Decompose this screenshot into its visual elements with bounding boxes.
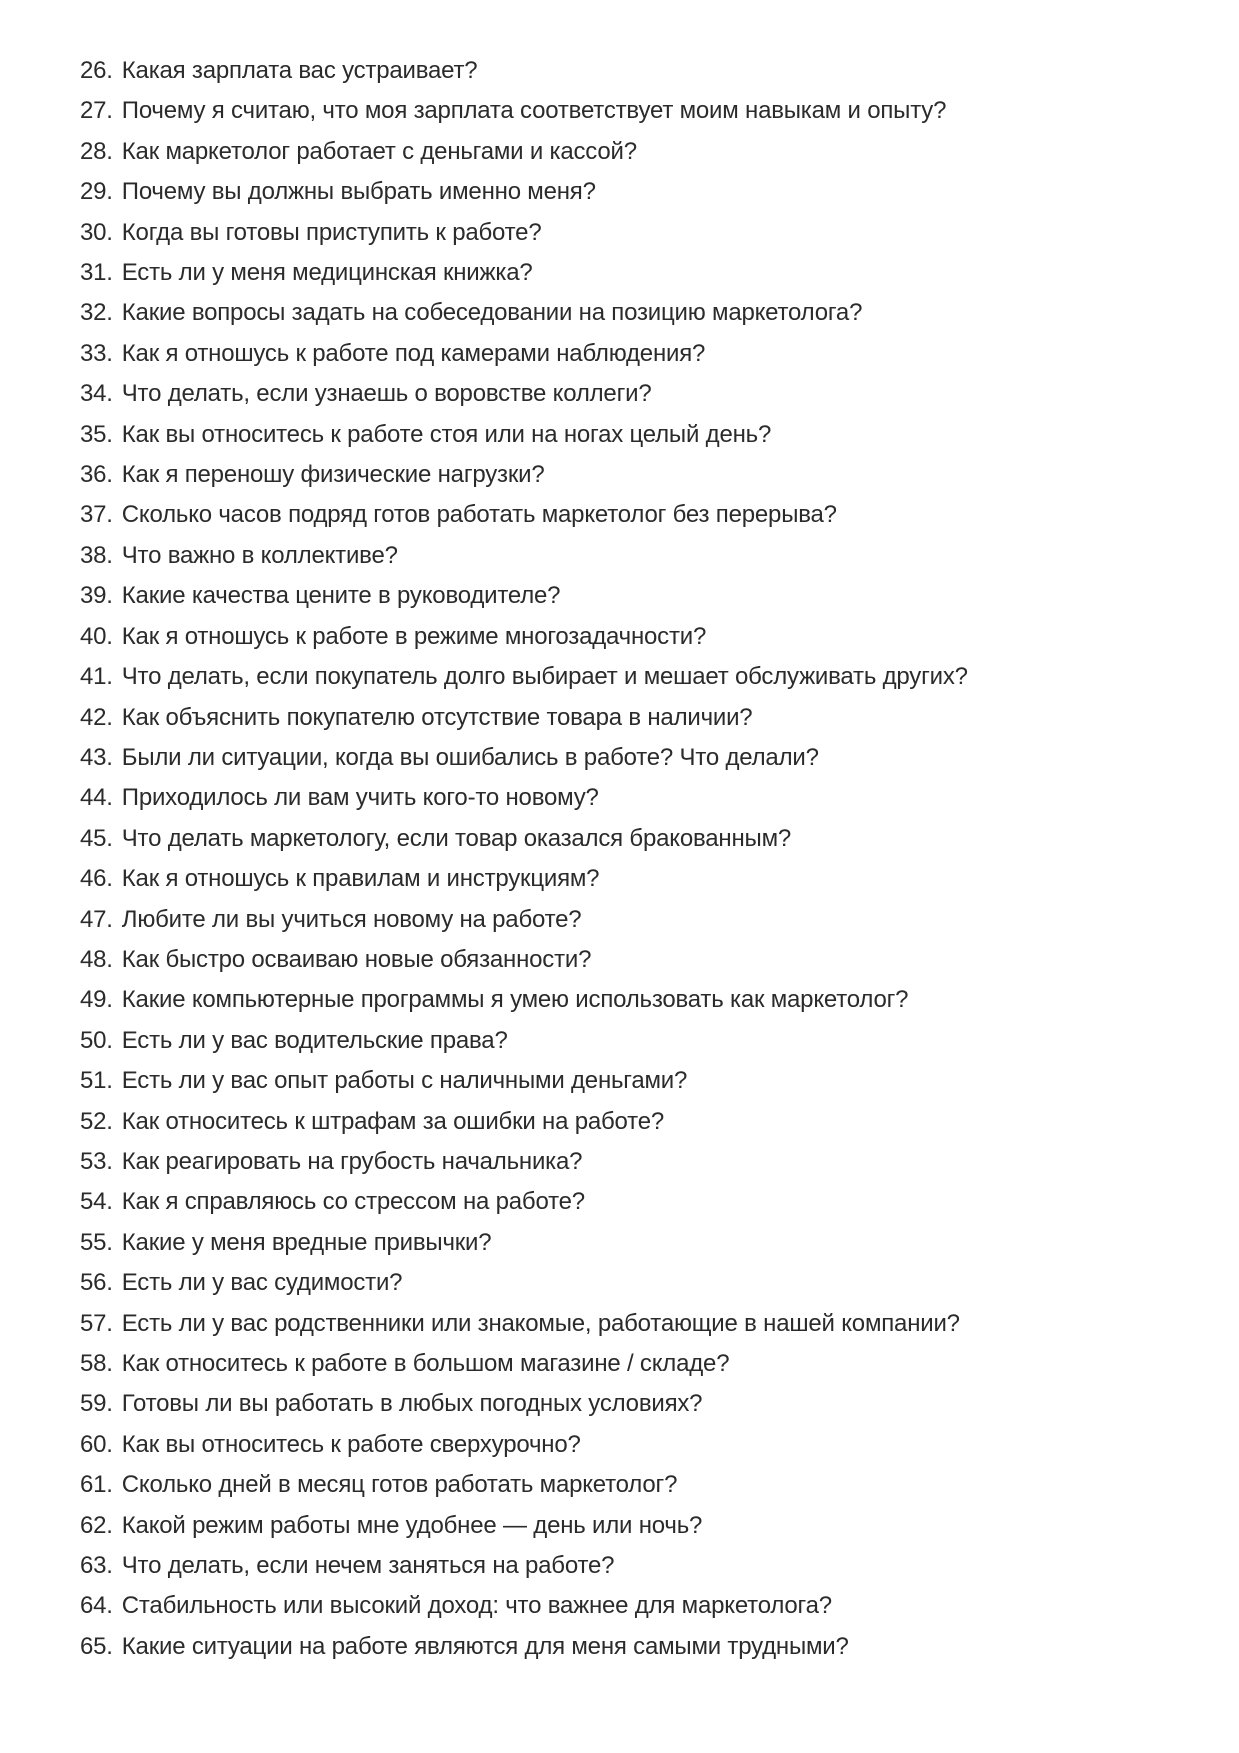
question-number: 37. — [80, 501, 113, 529]
question-number: 41. — [80, 663, 113, 691]
question-text: Что делать, если покупатель долго выбирает и мешает обслуживать других? — [121, 663, 968, 691]
question-text: Какие у меня вредные привычки? — [121, 1228, 492, 1256]
question-number: 32. — [80, 299, 113, 327]
question-text: Как вы относитесь к работе сверхурочно? — [121, 1430, 581, 1458]
list-item — [80, 293, 1199, 333]
question-text: Сколько дней в месяц готов работать маркетолог? — [121, 1471, 678, 1499]
question-number: 62. — [80, 1511, 113, 1539]
question-text: Почему я считаю, что моя зарплата соответствует моим навыкам и опыту? — [121, 97, 947, 125]
list-item — [80, 1142, 1199, 1182]
question-text: Как объяснить покупателю отсутствие товара в наличии? — [121, 703, 753, 731]
question-number: 26. — [80, 57, 113, 84]
question-number: 54. — [80, 1188, 113, 1216]
list-item — [80, 455, 1199, 495]
list-item — [80, 415, 1199, 455]
question-number: 58. — [80, 1350, 113, 1377]
question-number: 53. — [80, 1147, 113, 1175]
question-number: 63. — [80, 1552, 113, 1580]
list-item — [80, 1546, 1199, 1586]
question-number: 36. — [80, 461, 113, 489]
list-item — [80, 1182, 1199, 1222]
question-number: 45. — [80, 824, 113, 852]
question-number: 40. — [80, 622, 113, 650]
question-text: Какие компьютерные программы я умею использовать как маркетолог? — [121, 986, 909, 1014]
list-item — [80, 1425, 1199, 1465]
question-text: Как я отношусь к правилам и инструкциям? — [121, 865, 600, 893]
question-number: 59. — [80, 1390, 113, 1418]
question-number: 48. — [80, 945, 113, 973]
list-item — [80, 657, 1199, 697]
question-text: Были ли ситуации, когда вы ошибались в работе? Что делали? — [121, 743, 819, 771]
list-item — [80, 576, 1199, 616]
question-number: 60. — [80, 1430, 113, 1458]
question-number: 56. — [80, 1269, 113, 1297]
question-number: 55. — [80, 1228, 113, 1256]
question-text: Какие вопросы задать на собеседовании на позицию маркетолога? — [121, 299, 863, 327]
question-text: Есть ли у вас родственники или знакомые, работающие в нашей компании? — [121, 1309, 960, 1337]
question-number: 50. — [80, 1026, 113, 1054]
question-number: 31. — [80, 259, 113, 287]
list-item — [80, 859, 1199, 899]
question-text: Что делать маркетологу, если товар оказался бракованным? — [121, 824, 792, 852]
list-item — [80, 1263, 1199, 1303]
question-number: 46. — [80, 865, 113, 893]
list-item — [80, 1506, 1199, 1546]
question-text: Как относитесь к работе в большом магазине / складе? — [121, 1350, 730, 1377]
question-text: Какие ситуации на работе являются для меня самыми трудными? — [121, 1632, 849, 1660]
question-number: 43. — [80, 743, 113, 771]
question-text: Как относитесь к штрафам за ошибки на работе? — [121, 1107, 664, 1135]
question-number: 34. — [80, 380, 113, 408]
question-number: 27. — [80, 97, 113, 125]
question-number: 39. — [80, 582, 113, 610]
question-text: Как быстро осваиваю новые обязанности? — [121, 945, 592, 973]
list-item — [80, 617, 1199, 657]
list-item — [80, 213, 1199, 253]
question-text: Готовы ли вы работать в любых погодных условиях? — [121, 1390, 703, 1418]
list-item — [80, 698, 1199, 738]
question-text: Какая зарплата вас устраивает? — [121, 57, 478, 84]
question-number: 38. — [80, 541, 113, 569]
question-text: Есть ли у меня медицинская книжка? — [121, 259, 533, 287]
list-item — [80, 91, 1199, 131]
list-item — [80, 1384, 1199, 1424]
list-item — [80, 1102, 1199, 1142]
list-item — [80, 900, 1199, 940]
question-number: 49. — [80, 986, 113, 1014]
list-item — [80, 1223, 1199, 1263]
list-item — [80, 172, 1199, 212]
question-text: Что важно в коллективе? — [121, 541, 398, 569]
list-item — [80, 980, 1199, 1020]
question-number: 30. — [80, 218, 113, 246]
list-item — [80, 1304, 1199, 1344]
list-item — [80, 819, 1199, 859]
question-number: 64. — [80, 1592, 113, 1620]
question-list — [80, 51, 1199, 1667]
question-text: Когда вы готовы приступить к работе? — [121, 218, 542, 246]
question-text: Сколько часов подряд готов работать маркетолог без перерыва? — [121, 501, 837, 529]
list-item — [80, 778, 1199, 818]
question-number: 65. — [80, 1632, 113, 1660]
question-text: Почему вы должны выбрать именно меня? — [121, 178, 596, 206]
question-text: Что делать, если нечем заняться на работе? — [121, 1552, 615, 1580]
question-number: 33. — [80, 339, 113, 367]
list-item — [80, 1061, 1199, 1101]
question-text: Как я отношусь к работе в режиме многозадачности? — [121, 622, 707, 650]
question-number: 28. — [80, 137, 113, 165]
list-item — [80, 1627, 1199, 1667]
list-item — [80, 1021, 1199, 1061]
question-text: Как вы относитесь к работе стоя или на ногах целый день? — [121, 420, 772, 448]
question-text: Как я отношусь к работе под камерами наблюдения? — [121, 339, 706, 367]
question-text: Любите ли вы учиться новому на работе? — [121, 905, 582, 933]
question-text: Есть ли у вас судимости? — [121, 1269, 403, 1297]
question-text: Что делать, если узнаешь о воровстве коллеги? — [121, 380, 652, 408]
question-text: Какой режим работы мне удобнее — день или ночь? — [121, 1511, 703, 1539]
list-item — [80, 374, 1199, 414]
list-item — [80, 536, 1199, 576]
question-text: Какие качества цените в руководителе? — [121, 582, 561, 610]
question-number: 57. — [80, 1309, 113, 1337]
question-text: Есть ли у вас опыт работы с наличными деньгами? — [121, 1067, 688, 1095]
list-item — [80, 132, 1199, 172]
list-item — [80, 495, 1199, 535]
question-text: Приходилось ли вам учить кого-то новому? — [121, 784, 599, 812]
list-item — [80, 940, 1199, 980]
list-item — [80, 1344, 1199, 1384]
question-number: 29. — [80, 178, 113, 206]
question-text: Как реагировать на грубость начальника? — [121, 1147, 583, 1175]
question-number: 42. — [80, 703, 113, 731]
question-number: 35. — [80, 420, 113, 448]
question-number: 61. — [80, 1471, 113, 1499]
list-item — [80, 738, 1199, 778]
question-number: 47. — [80, 905, 113, 933]
question-number: 51. — [80, 1067, 113, 1095]
list-item — [80, 1465, 1199, 1505]
question-number: 52. — [80, 1107, 113, 1135]
list-item — [80, 1586, 1199, 1626]
list-item — [80, 51, 1199, 91]
question-text: Стабильность или высокий доход: что важнее для маркетолога? — [121, 1592, 832, 1620]
question-text: Как маркетолог работает с деньгами и кассой? — [121, 137, 637, 165]
question-text: Есть ли у вас водительские права? — [121, 1026, 508, 1054]
question-text: Как я справляюсь со стрессом на работе? — [121, 1188, 585, 1216]
list-item — [80, 253, 1199, 293]
list-item — [80, 334, 1199, 374]
question-number: 44. — [80, 784, 113, 812]
question-text: Как я переношу физические нагрузки? — [121, 461, 545, 489]
